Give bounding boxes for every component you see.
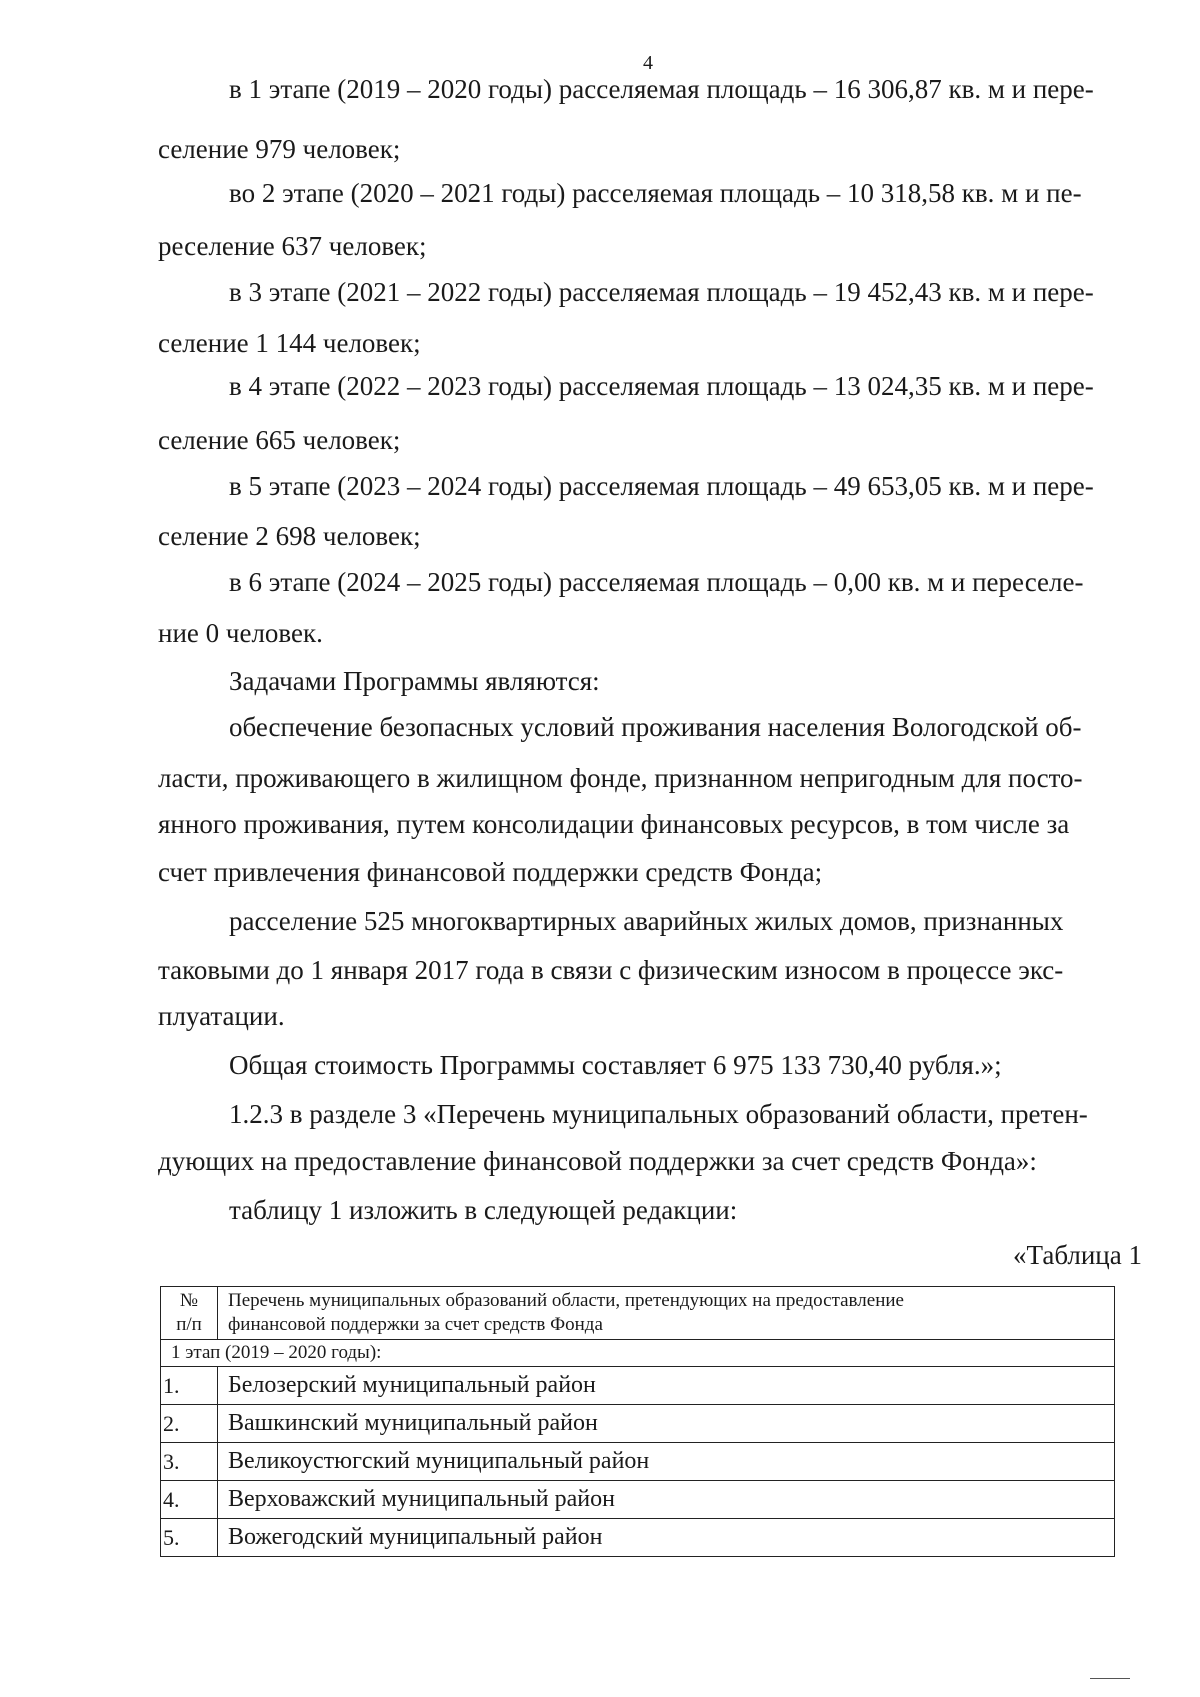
paragraph-line: таковыми до 1 января 2017 года в связи с физическим износом в процессе экс- xyxy=(158,955,1064,985)
municipality-name: Вожегодский муниципальный район xyxy=(218,1519,1115,1557)
paragraph-line: во 2 этапе (2020 – 2021 годы) расселяемая площадь – 10 318,58 кв. м и пе- xyxy=(229,178,1082,208)
row-number: 3. xyxy=(161,1443,218,1481)
paragraph-line: реселение 637 человек; xyxy=(158,231,427,261)
paragraph-line: таблицу 1 изложить в следующей редакции: xyxy=(229,1195,738,1225)
paragraph-line: ласти, проживающего в жилищном фонде, признанном непригодным для посто- xyxy=(158,763,1083,793)
row-number: 1. xyxy=(161,1367,218,1405)
table-header-number xyxy=(161,1287,218,1340)
scan-edge-mark xyxy=(1090,1678,1130,1679)
tasks-title: Задачами Программы являются: xyxy=(229,666,600,696)
table-stage-row xyxy=(161,1340,1115,1367)
paragraph-line: селение 2 698 человек; xyxy=(158,521,421,551)
paragraph-line: в 6 этапе (2024 – 2025 годы) расселяемая площадь – 0,00 кв. м и переселе- xyxy=(229,567,1084,597)
paragraph-line: в 1 этапе (2019 – 2020 годы) расселяемая площадь – 16 306,87 кв. м и пере- xyxy=(229,74,1094,104)
paragraph-line: селение 979 человек; xyxy=(158,134,401,164)
table-row xyxy=(161,1481,1115,1519)
table-row xyxy=(161,1443,1115,1481)
stage-label: 1 этап (2019 – 2020 годы): xyxy=(161,1340,1115,1367)
paragraph-line: в 3 этапе (2021 – 2022 годы) расселяемая площадь – 19 452,43 кв. м и пере- xyxy=(229,277,1094,307)
paragraph-line: ние 0 человек. xyxy=(158,618,323,648)
municipalities-table xyxy=(160,1286,1115,1557)
paragraph-line: в 5 этапе (2023 – 2024 годы) расселяемая площадь – 49 653,05 кв. м и пере- xyxy=(229,471,1094,501)
municipality-name: Белозерский муниципальный район xyxy=(218,1367,1115,1405)
municipality-name: Вашкинский муниципальный район xyxy=(218,1405,1115,1443)
table-header-title xyxy=(218,1287,1115,1340)
table-caption: «Таблица 1 xyxy=(1013,1240,1142,1270)
header-num-line: п/п xyxy=(176,1314,202,1335)
header-text-line: Перечень муниципальных образований области, претендующих на предоставление xyxy=(228,1290,904,1311)
paragraph-line: обеспечение безопасных условий проживания населения Вологодской об- xyxy=(229,712,1082,742)
paragraph-line: расселение 525 многоквартирных аварийных жилых домов, признанных xyxy=(229,906,1064,936)
header-text-line: финансовой поддержки за счет средств Фонда xyxy=(228,1314,603,1335)
program-cost: Общая стоимость Программы составляет 6 975 133 730,40 рубля.»; xyxy=(229,1050,1002,1080)
municipality-name: Верховажский муниципальный район xyxy=(218,1481,1115,1519)
header-num-line: № xyxy=(179,1290,199,1311)
row-number: 2. xyxy=(161,1405,218,1443)
paragraph-line: селение 665 человек; xyxy=(158,425,401,455)
paragraph-line: в 4 этапе (2022 – 2023 годы) расселяемая площадь – 13 024,35 кв. м и пере- xyxy=(229,371,1094,401)
paragraph-line: дующих на предоставление финансовой поддержки за счет средств Фонда»: xyxy=(158,1146,1037,1176)
table-row xyxy=(161,1405,1115,1443)
paragraph-line: 1.2.3 в разделе 3 «Перечень муниципальных образований области, претен- xyxy=(229,1099,1088,1129)
paragraph-line: янного проживания, путем консолидации финансовых ресурсов, в том числе за xyxy=(158,809,1070,839)
page-number: 4 xyxy=(643,52,653,74)
row-number: 4. xyxy=(161,1481,218,1519)
paragraph-line: селение 1 144 человек; xyxy=(158,328,421,358)
table-row xyxy=(161,1367,1115,1405)
paragraph-line: счет привлечения финансовой поддержки средств Фонда; xyxy=(158,857,823,887)
municipality-name: Великоустюгский муниципальный район xyxy=(218,1443,1115,1481)
paragraph-line: плуатации. xyxy=(158,1001,285,1031)
table-row xyxy=(161,1519,1115,1557)
table-header-row xyxy=(161,1287,1115,1340)
row-number: 5. xyxy=(161,1519,218,1557)
